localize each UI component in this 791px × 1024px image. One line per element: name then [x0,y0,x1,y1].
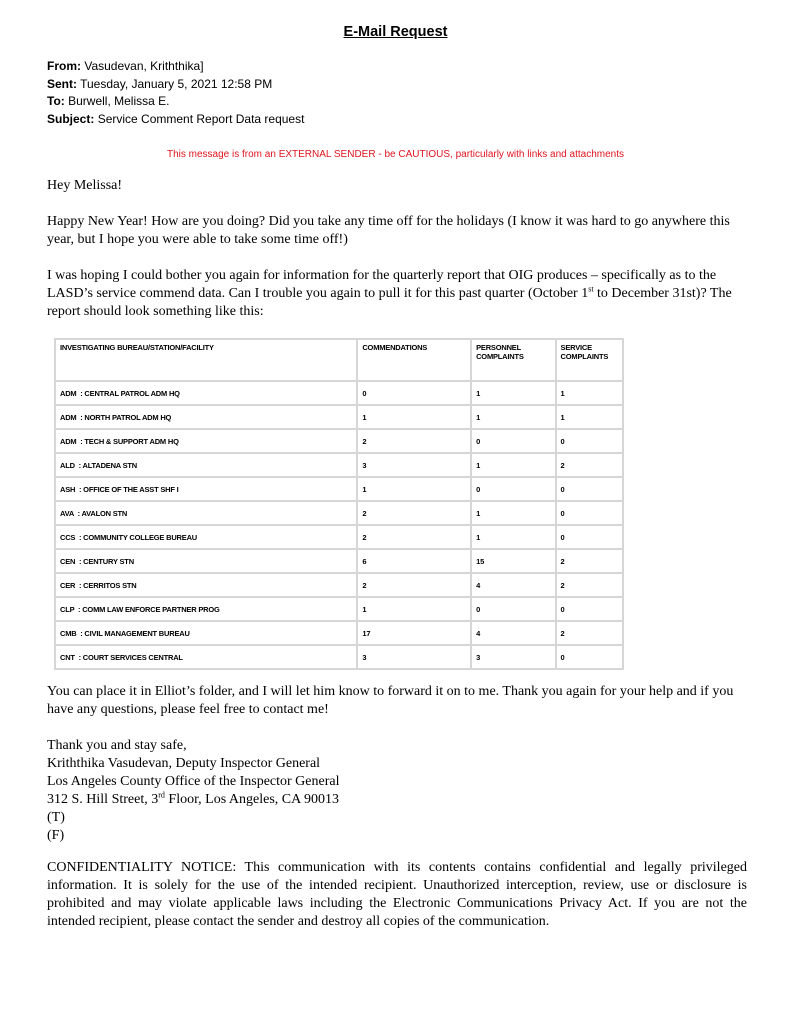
greeting-text: Hey Melissa! [47,178,123,193]
paragraph-2-sup: st [588,284,594,294]
to-label: To: [47,94,65,108]
from-line [47,58,304,76]
cell-commendations: 3 [357,453,471,477]
cell-personnel-complaints: 4 [471,573,555,597]
cell-service-complaints: 0 [556,429,623,453]
signature-name: Kriththika Vasudevan, Deputy Inspector General [47,756,321,771]
paragraph-2-part-a: I was hoping I could bother you again for information for the quarterly report that OIG produces – specifically as to the LASD’s service commend data. Can I trouble you again to pull it for this past quarter (October 1 [47,268,717,301]
cell-service-complaints: 0 [556,525,623,549]
address-part-b: Floor, Los Angeles, CA 90013 [164,792,339,807]
table-row [55,453,623,477]
paragraph-1 [47,213,747,249]
table-header-row [55,339,623,381]
cell-service-complaints: 2 [556,453,623,477]
paragraph-3-text: You can place it in Elliot’s folder, and I will let him know to forward it on to me. Thank you again for your help and if you have any questions, please feel free to contact me! [47,684,734,717]
cell-commendations: 3 [357,645,471,669]
table-row [55,525,623,549]
header-personnel-complaints: PERSONNEL COMPLAINTS [471,339,555,381]
sent-label: Sent: [47,76,77,91]
cell-personnel-complaints: 4 [471,621,555,645]
sent-line [47,76,304,94]
header-bureau: INVESTIGATING BUREAU/STATION/FACILITY [55,339,357,381]
cell-bureau: CCS : COMMUNITY COLLEGE BUREAU [55,525,357,549]
cell-bureau: ADM : CENTRAL PATROL ADM HQ [55,381,357,405]
cell-service-complaints: 1 [556,381,623,405]
cell-commendations: 2 [357,429,471,453]
cell-bureau: CMB : CIVIL MANAGEMENT BUREAU [55,621,357,645]
signature-phone: (T) [47,810,65,825]
address-sup: rd [158,790,165,800]
signature-fax: (F) [47,828,65,843]
paragraph-1-text: Happy New Year! How are you doing? Did you take any time off for the holidays (I know it was hard to go anywhere this year, but I hope you were able to take some time off!) [47,214,730,247]
cell-bureau: CEN : CENTURY STN [55,549,357,573]
external-sender-warning: This message is from an EXTERNAL SENDER - be CAUTIOUS, particularly with links and attachments [166,149,624,160]
cell-personnel-complaints: 0 [471,597,555,621]
cell-personnel-complaints: 1 [471,453,555,477]
to-line [47,93,304,111]
paragraph-2-text [47,267,747,321]
table-row [55,429,623,453]
cell-commendations: 0 [357,381,471,405]
signature-address [47,791,747,809]
cell-service-complaints: 0 [556,501,623,525]
cell-personnel-complaints: 1 [471,525,555,549]
cell-commendations: 17 [357,621,471,645]
cell-bureau: ADM : TECH & SUPPORT ADM HQ [55,429,357,453]
cell-commendations: 1 [357,597,471,621]
email-header [47,58,304,128]
confidentiality-text: CONFIDENTIALITY NOTICE: This communication with its contents contains confidential and legally privileged information. It is solely for the use of the intended recipient. Unauthorized interception, review, use or disclosure is prohibited and may violate applicable laws including the Electronic Communications Privacy Act. If you are not the intended recipient, please contact the sender and destroy all copies of the communication. [47,860,747,929]
signature-closing: Thank you and stay safe, [47,738,187,753]
table-row [55,549,623,573]
cell-commendations: 2 [357,573,471,597]
table-row [55,597,623,621]
cell-commendations: 1 [357,477,471,501]
address-part-a: 312 S. Hill Street, 3 [47,792,159,807]
from-value: Vasudevan, Kriththika] [84,59,204,73]
table-row [55,501,623,525]
confidentiality-notice [47,859,747,931]
paragraph-2 [47,267,747,321]
cell-personnel-complaints: 3 [471,645,555,669]
cell-personnel-complaints: 0 [471,477,555,501]
cell-service-complaints: 1 [556,405,623,429]
paragraph-3 [47,683,747,719]
sent-value: Tuesday, January 5, 2021 12:58 PM [80,76,273,91]
cell-commendations: 1 [357,405,471,429]
greeting [47,177,747,195]
to-value: Burwell, Melissa E. [68,94,170,108]
cell-commendations: 6 [357,549,471,573]
cell-service-complaints: 0 [556,645,623,669]
cell-service-complaints: 2 [556,549,623,573]
table-row [55,381,623,405]
document-title: E-Mail Request [343,24,448,40]
table-row [55,477,623,501]
cell-service-complaints: 2 [556,573,623,597]
table-row [55,573,623,597]
cell-personnel-complaints: 0 [471,429,555,453]
cell-bureau: ALD : ALTADENA STN [55,453,357,477]
cell-service-complaints: 0 [556,597,623,621]
from-label: From: [47,59,81,73]
cell-personnel-complaints: 1 [471,501,555,525]
cell-bureau: ASH : OFFICE OF THE ASST SHF I [55,477,357,501]
subject-label: Subject: [47,111,95,126]
table-row [55,645,623,669]
report-table [54,338,624,670]
cell-bureau: CNT : COURT SERVICES CENTRAL [55,645,357,669]
paragraph-2-part-b: to December 31st)? The report should look something like this: [47,286,732,319]
cell-service-complaints: 0 [556,477,623,501]
cell-bureau: CLP : COMM LAW ENFORCE PARTNER PROG [55,597,357,621]
cell-bureau: AVA : AVALON STN [55,501,357,525]
table-row [55,405,623,429]
header-service-complaints: SERVICE COMPLAINTS [556,339,623,381]
cell-personnel-complaints: 1 [471,381,555,405]
subject-value: Service Comment Report Data request [97,111,305,126]
cell-bureau: ADM : NORTH PATROL ADM HQ [55,405,357,429]
table-row [55,621,623,645]
subject-line [47,111,304,129]
cell-bureau: CER : CERRITOS STN [55,573,357,597]
header-commendations: COMMENDATIONS [357,339,471,381]
cell-personnel-complaints: 1 [471,405,555,429]
cell-personnel-complaints: 15 [471,549,555,573]
cell-commendations: 2 [357,501,471,525]
signature-block [47,737,747,845]
signature-office: Los Angeles County Office of the Inspector General [47,774,340,789]
cell-commendations: 2 [357,525,471,549]
cell-service-complaints: 2 [556,621,623,645]
